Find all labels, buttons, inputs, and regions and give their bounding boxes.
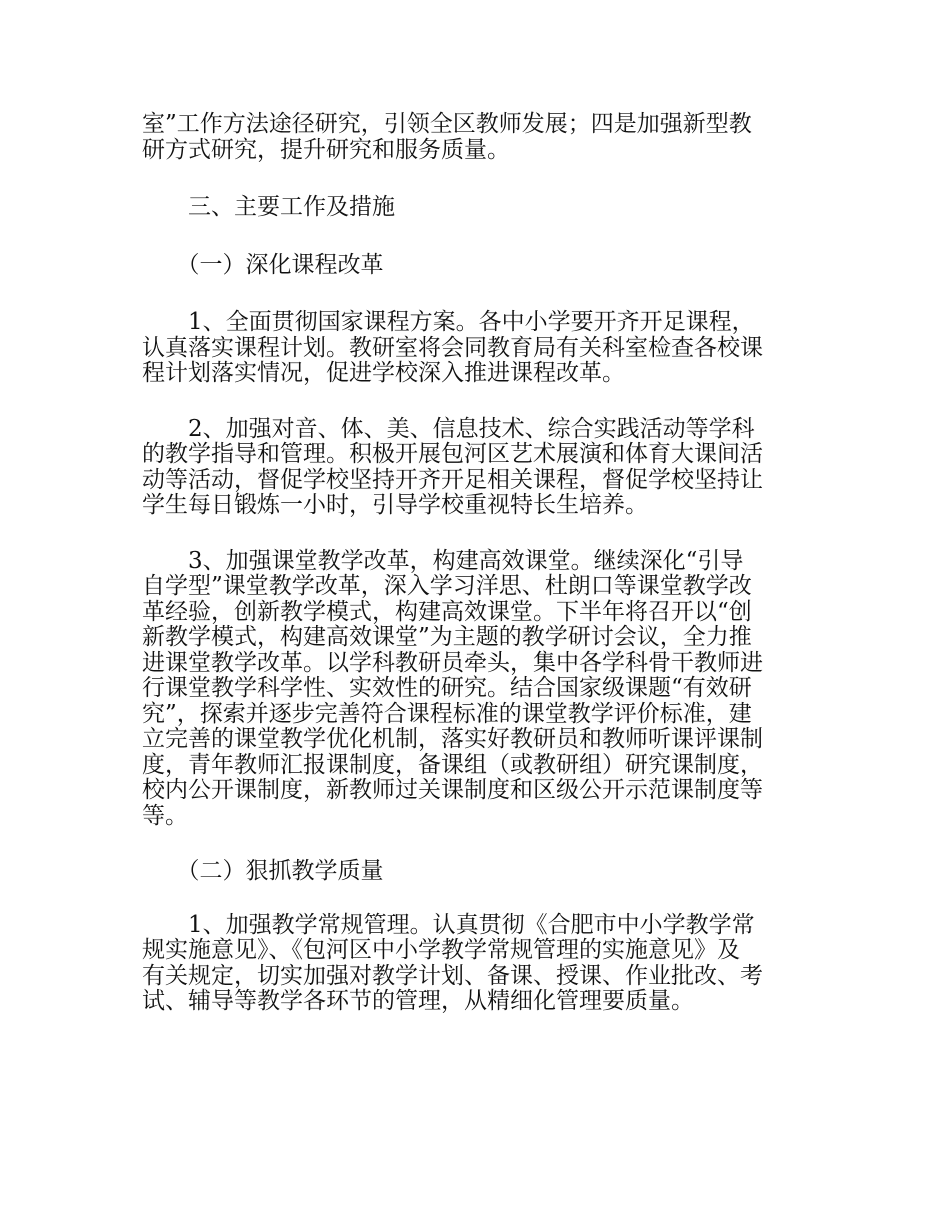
text-line: 校内公开课制度，新教师过关课制度和区级公开示范课制度等 <box>142 777 763 803</box>
text-line: 有关规定，切实加强对教学计划、备课、授课、作业批改、考 <box>142 962 763 989</box>
text-line: 新教学模式，构建高效课堂”为主题的教学研讨会议，全力推 <box>142 624 752 650</box>
text-line: 程计划落实情况，促进学校深入推进课程改革。 <box>142 360 625 386</box>
text-line: 立完善的课堂教学优化机制，落实好教研员和教师听课评课制 <box>142 726 763 752</box>
text-line: 学生每日锻炼一小时，引导学校重视特长生培养。 <box>142 492 648 518</box>
text-line: 室”工作方法途径研究，引领全区教师发展；四是加强新型教 <box>142 111 752 137</box>
text-line: 动等活动，督促学校坚持开齐开足相关课程，督促学校坚持让 <box>142 466 763 493</box>
heading-line: （一）深化课程改革 <box>142 251 384 278</box>
subsection-heading <box>142 253 812 279</box>
text-line: 行课堂教学科学性、实效性的研究。结合国家级课题“有效研 <box>142 675 752 701</box>
text-line: 1、加强教学常规管理。认真贯彻《合肥市中小学教学常 <box>142 911 755 938</box>
text-line: 进课堂教学改革。以学科教研员牵头，集中各学科骨干教师进 <box>142 649 763 676</box>
text-line: 自学型”课堂教学改革，深入学习洋思、杜朗口等课堂教学改 <box>142 573 752 599</box>
paragraph-item-2 <box>142 417 812 519</box>
section-heading <box>142 195 812 221</box>
paragraph-continuation <box>142 112 812 163</box>
heading-line: （二）狠抓教学质量 <box>142 858 384 884</box>
text-line: 认真落实课程计划。教研室将会同教育局有关科室检查各校课 <box>142 334 763 361</box>
text-line: 3、加强课堂教学改革，构建高效课堂。继续深化“引导 <box>142 547 744 574</box>
text-line: 度，青年教师汇报课制度，备课组（或教研组）研究课制度， <box>142 751 763 778</box>
paragraph-item-1 <box>142 310 812 387</box>
text-line: 的教学指导和管理。积极开展包河区艺术展演和体育大课间活 <box>142 441 763 467</box>
paragraph-item-3 <box>142 549 812 830</box>
paragraph-item-4 <box>142 913 812 1015</box>
text-line: 研方式研究，提升研究和服务质量。 <box>142 136 510 163</box>
text-line: 2、加强对音、体、美、信息技术、综合实践活动等学科 <box>142 415 755 442</box>
text-line: 1、全面贯彻国家课程方案。各中小学要开齐开足课程， <box>142 309 755 335</box>
text-line: 究”，探索并逐步完善符合课程标准的课堂教学评价标准，建 <box>142 700 752 727</box>
text-line: 试、辅导等教学各环节的管理，从精细化管理要质量。 <box>142 988 694 1014</box>
text-line: 规实施意见》、《包河区中小学教学常规管理的实施意见》及 <box>142 937 740 963</box>
text-line: 革经验，创新教学模式，构建高效课堂。下半年将召开以“创 <box>142 598 752 625</box>
subsection-heading <box>142 859 812 885</box>
heading-line: 三、主要工作及措施 <box>142 194 395 220</box>
document-body <box>142 112 812 1015</box>
text-line: 等。 <box>142 802 188 829</box>
